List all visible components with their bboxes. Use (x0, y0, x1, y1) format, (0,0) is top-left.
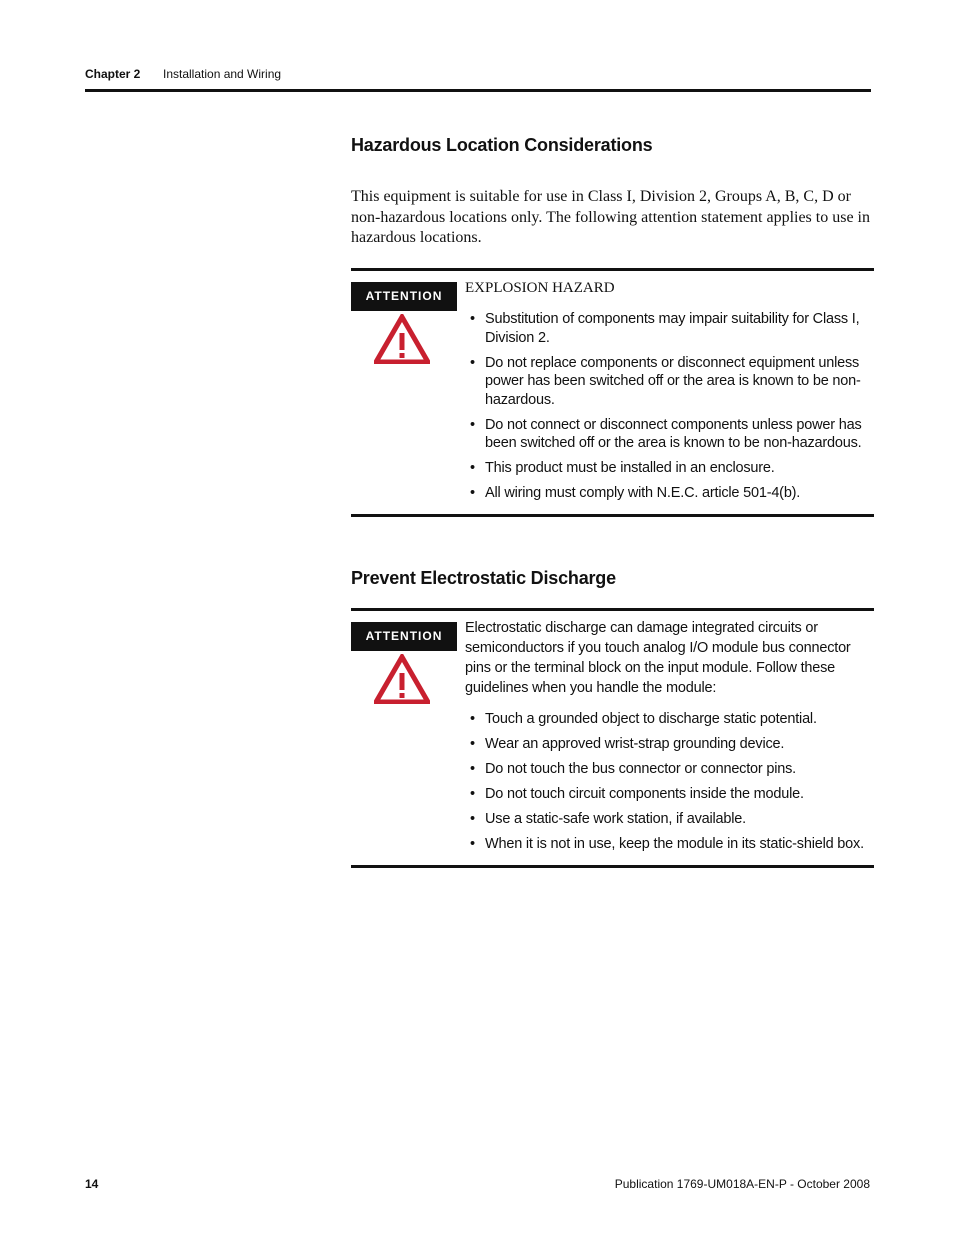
warning-triangle-icon (374, 654, 430, 704)
chapter-label: Chapter 2 (85, 67, 141, 81)
list-item: • This product must be installed in an enclosure. (465, 459, 875, 478)
list-item: • When it is not in use, keep the module in its static-shield box. (465, 835, 875, 854)
section-heading-hazardous: Hazardous Location Considerations (351, 135, 653, 155)
hazardous-intro-text: This equipment is suitable for use in Class I, Division 2, Groups A, B, C, D or non-hazardous locations only. The following attention statement applies to use in hazardous locations. (351, 188, 870, 246)
publication-id: Publication 1769-UM018A-EN-P - October 2008 (614, 1177, 870, 1191)
list-item: • Do not connect or disconnect components unless power has been switched off or the area is known to be non-hazardous. (465, 416, 875, 453)
header-rule (85, 89, 871, 92)
list-item: • Touch a grounded object to discharge static potential. (465, 710, 875, 729)
attention-box-top-rule (351, 608, 874, 611)
list-item: • Wear an approved wrist-strap grounding device. (465, 735, 875, 754)
list-item: • Do not touch circuit components inside the module. (465, 785, 875, 804)
attention-badge: ATTENTION (351, 282, 457, 311)
list-item: • All wiring must comply with N.E.C. article 501-4(b). (465, 484, 875, 503)
section-heading-esd: Prevent Electrostatic Discharge (351, 568, 616, 588)
list-item: • Use a static-safe work station, if available. (465, 810, 875, 829)
list-item: • Do not touch the bus connector or connector pins. (465, 760, 875, 779)
attention-box-bottom-rule (351, 865, 874, 868)
list-item: • Substitution of components may impair suitability for Class I, Division 2. (465, 310, 875, 347)
attention-badge: ATTENTION (351, 622, 457, 651)
explosion-hazard-title: EXPLOSION HAZARD (465, 280, 615, 296)
page-number: 14 (85, 1177, 99, 1191)
esd-intro-text: Electrostatic discharge can damage integrated circuits or semiconductors if you touch analog I/O module bus connector pins or the terminal block on the input module. Follow these guidelines when you handle the module: (465, 620, 851, 696)
esd-guidelines-list (465, 710, 875, 860)
attention-box-bottom-rule (351, 514, 874, 517)
warning-triangle-icon (374, 314, 430, 364)
attention-box-top-rule (351, 268, 874, 271)
running-header (85, 67, 282, 81)
explosion-hazard-list (465, 310, 875, 509)
chapter-title: Installation and Wiring (163, 67, 282, 81)
list-item: • Do not replace components or disconnect equipment unless power has been switched off or the area is known to be non-hazardous. (465, 354, 875, 410)
